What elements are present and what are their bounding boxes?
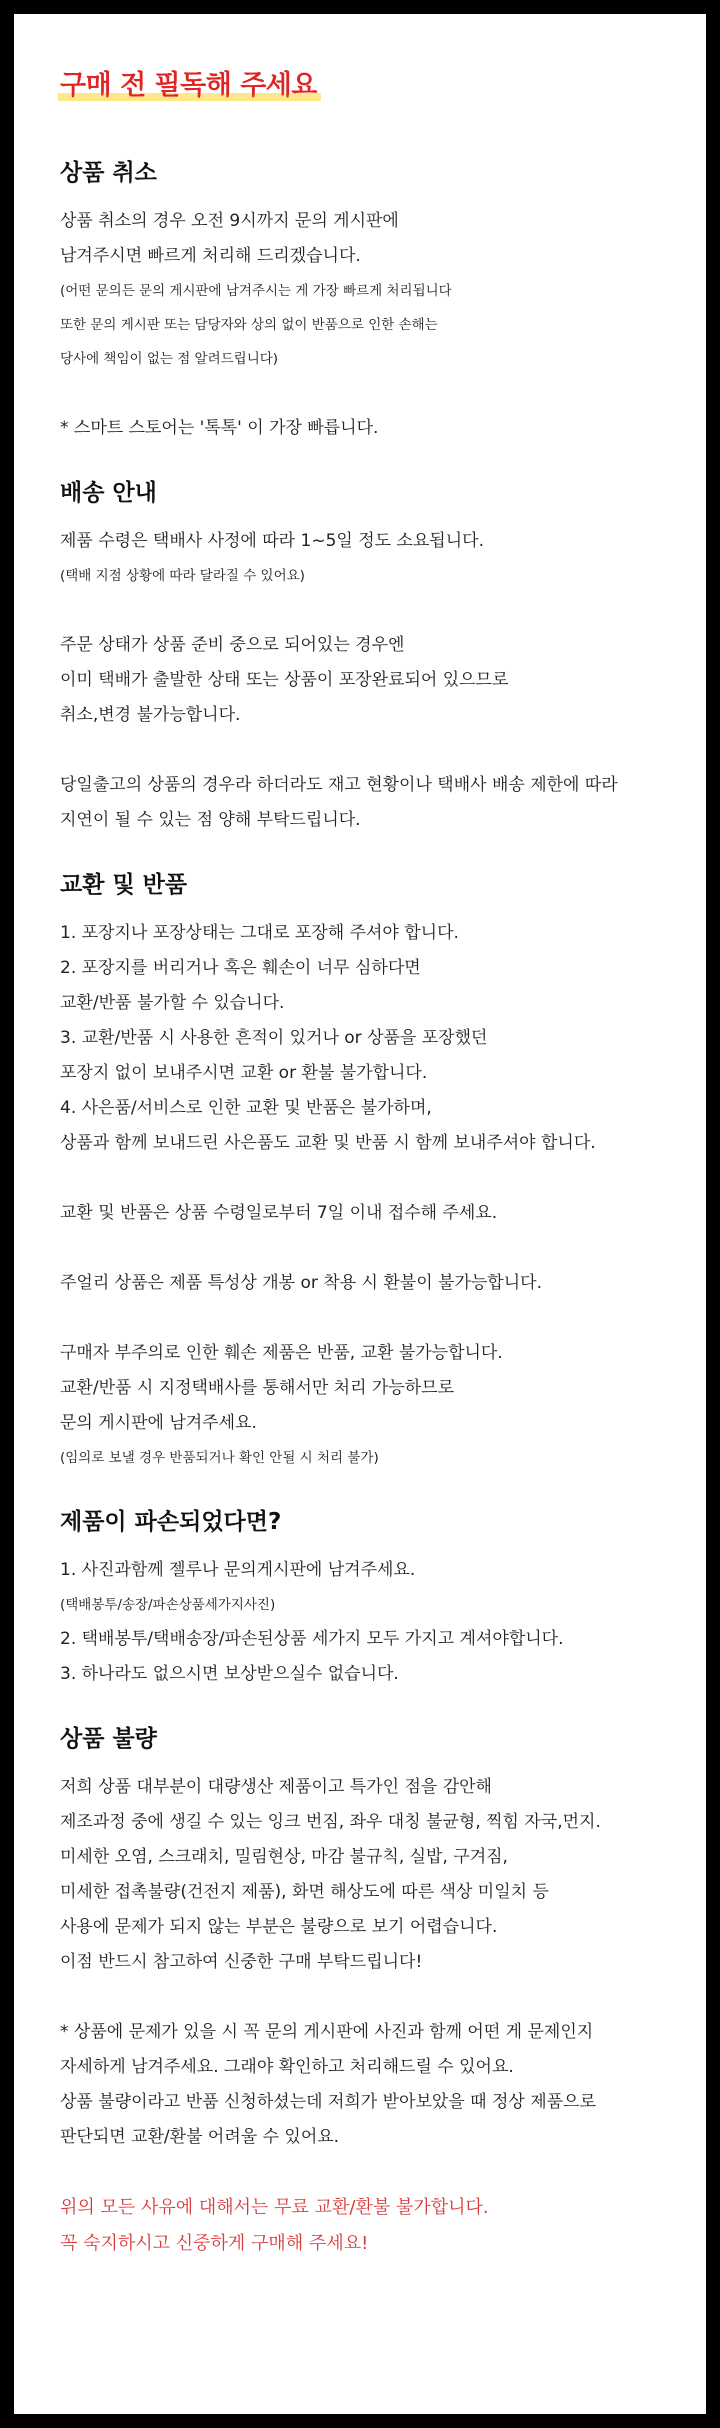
body-text: 3. 교환/반품 시 사용한 흔적이 있거나 or 상품을 포장했던: [60, 1028, 488, 1048]
note-text: (임의로 보낼 경우 반품되거나 확인 안될 시 처리 불가): [60, 1450, 379, 1466]
body-text: 제품 수령은 택배사 사정에 따라 1~5일 정도 소요됩니다.: [60, 531, 484, 551]
body-text: 저희 상품 대부분이 대량생산 제품이고 특가인 점을 감안해: [60, 1777, 492, 1797]
section-exchange-return: [60, 868, 660, 1475]
spacer: [60, 1231, 660, 1266]
section-heading: 제품이 파손되었다면?: [60, 1509, 282, 1535]
body-text: 자세하게 남겨주세요. 그래야 확인하고 처리해드릴 수 있어요.: [60, 2057, 514, 2077]
notice-sections: [60, 156, 660, 2262]
warning-text: 위의 모든 사유에 대해서는 무료 교환/환불 불가합니다.: [60, 2197, 489, 2218]
body-text: * 스마트 스토어는 '톡톡' 이 가장 빠릅니다.: [60, 418, 379, 438]
body-text: 4. 사은품/서비스로 인한 교환 및 반품은 불가하며,: [60, 1098, 432, 1118]
body-text: 이미 택배가 출발한 상태 또는 상품이 포장완료되어 있으므로: [60, 670, 509, 690]
note-text: (택배봉투/송장/파손상품세가지사진): [60, 1597, 276, 1613]
section-heading: 배송 안내: [60, 480, 157, 506]
body-text: 주문 상태가 상품 준비 중으로 되어있는 경우엔: [60, 635, 405, 655]
spacer: [60, 593, 660, 628]
body-text: 이점 반드시 참고하여 신중한 구매 부탁드립니다!: [60, 1952, 423, 1972]
spacer: [60, 1980, 660, 2015]
body-text: 2. 택배봉투/택배송장/파손된상품 세가지 모두 가지고 계셔야합니다.: [60, 1629, 564, 1649]
body-text: 포장지 없이 보내주시면 교환 or 환불 불가합니다.: [60, 1063, 428, 1083]
body-text: 미세한 오염, 스크래치, 밀림현상, 마감 불규칙, 실밥, 구겨짐,: [60, 1847, 508, 1867]
body-text: 1. 포장지나 포장상태는 그대로 포장해 주셔야 합니다.: [60, 923, 459, 943]
body-text: 상품 취소의 경우 오전 9시까지 문의 게시판에: [60, 211, 399, 231]
body-text: 교환 및 반품은 상품 수령일로부터 7일 이내 접수해 주세요.: [60, 1203, 498, 1223]
body-text: 교환/반품 시 지정택배사를 통해서만 처리 가능하므로: [60, 1378, 455, 1398]
body-text: 구매자 부주의로 인한 훼손 제품은 반품, 교환 불가능합니다.: [60, 1343, 503, 1363]
body-text: 판단되면 교환/환불 어려울 수 있어요.: [60, 2127, 340, 2147]
page-title: 구매 전 필독해 주세요: [60, 70, 317, 101]
body-text: 미세한 접촉불량(건전지 제품), 화면 해상도에 따른 색상 미일치 등: [60, 1882, 549, 1902]
body-text: 상품과 함께 보내드린 사은품도 교환 및 반품 시 함께 보내주셔야 합니다.: [60, 1133, 596, 1153]
body-text: 상품 불량이라고 반품 신청하셨는데 저희가 받아보았을 때 정상 제품으로: [60, 2092, 596, 2112]
section-shipping: [60, 476, 660, 838]
body-text: 남겨주시면 빠르게 처리해 드리겠습니다.: [60, 246, 361, 266]
body-text: 지연이 될 수 있는 점 양해 부탁드립니다.: [60, 810, 361, 830]
section-defect: [60, 1722, 660, 2262]
section-heading: 교환 및 반품: [60, 872, 188, 898]
body-text: * 상품에 문제가 있을 시 꼭 문의 게시판에 사진과 함께 어떤 게 문제인지: [60, 2022, 594, 2042]
note-text: (어떤 문의든 문의 게시판에 남겨주시는 게 가장 빠르게 처리됩니다: [60, 283, 452, 299]
spacer: [60, 1161, 660, 1196]
body-text: 3. 하나라도 없으시면 보상받으실수 없습니다.: [60, 1664, 399, 1684]
notice-panel: [14, 14, 706, 2414]
page-title-wrap: [60, 66, 317, 106]
body-text: 문의 게시판에 남겨주세요.: [60, 1413, 257, 1433]
note-text: (택배 지점 상황에 따라 달라질 수 있어요): [60, 568, 305, 584]
section-cancel: [60, 156, 660, 446]
section-heading: 상품 불량: [60, 1726, 157, 1752]
body-text: 주얼리 상품은 제품 특성상 개봉 or 착용 시 환불이 불가능합니다.: [60, 1273, 542, 1293]
spacer: [60, 1301, 660, 1336]
spacer: [60, 376, 660, 411]
body-text: 사용에 문제가 되지 않는 부분은 불량으로 보기 어렵습니다.: [60, 1917, 498, 1937]
body-text: 제조과정 중에 생길 수 있는 잉크 번짐, 좌우 대칭 불균형, 찍힘 자국,먼지.: [60, 1812, 601, 1832]
note-text: 또한 문의 게시판 또는 담당자와 상의 없이 반품으로 인한 손해는: [60, 317, 438, 333]
note-text: 당사에 책임이 없는 점 알려드립니다): [60, 351, 279, 367]
body-text: 당일출고의 상품의 경우라 하더라도 재고 현황이나 택배사 배송 제한에 따라: [60, 775, 618, 795]
warning-text: 꼭 숙지하시고 신중하게 구매해 주세요!: [60, 2233, 369, 2254]
section-damaged: [60, 1505, 660, 1692]
body-text: 1. 사진과함께 젤루나 문의게시판에 남겨주세요.: [60, 1560, 416, 1580]
body-text: 교환/반품 불가할 수 있습니다.: [60, 993, 285, 1013]
section-heading: 상품 취소: [60, 160, 157, 186]
body-text: 취소,변경 불가능합니다.: [60, 705, 241, 725]
body-text: 2. 포장지를 버리거나 혹은 훼손이 너무 심하다면: [60, 958, 421, 978]
spacer: [60, 2155, 660, 2190]
spacer: [60, 733, 660, 768]
